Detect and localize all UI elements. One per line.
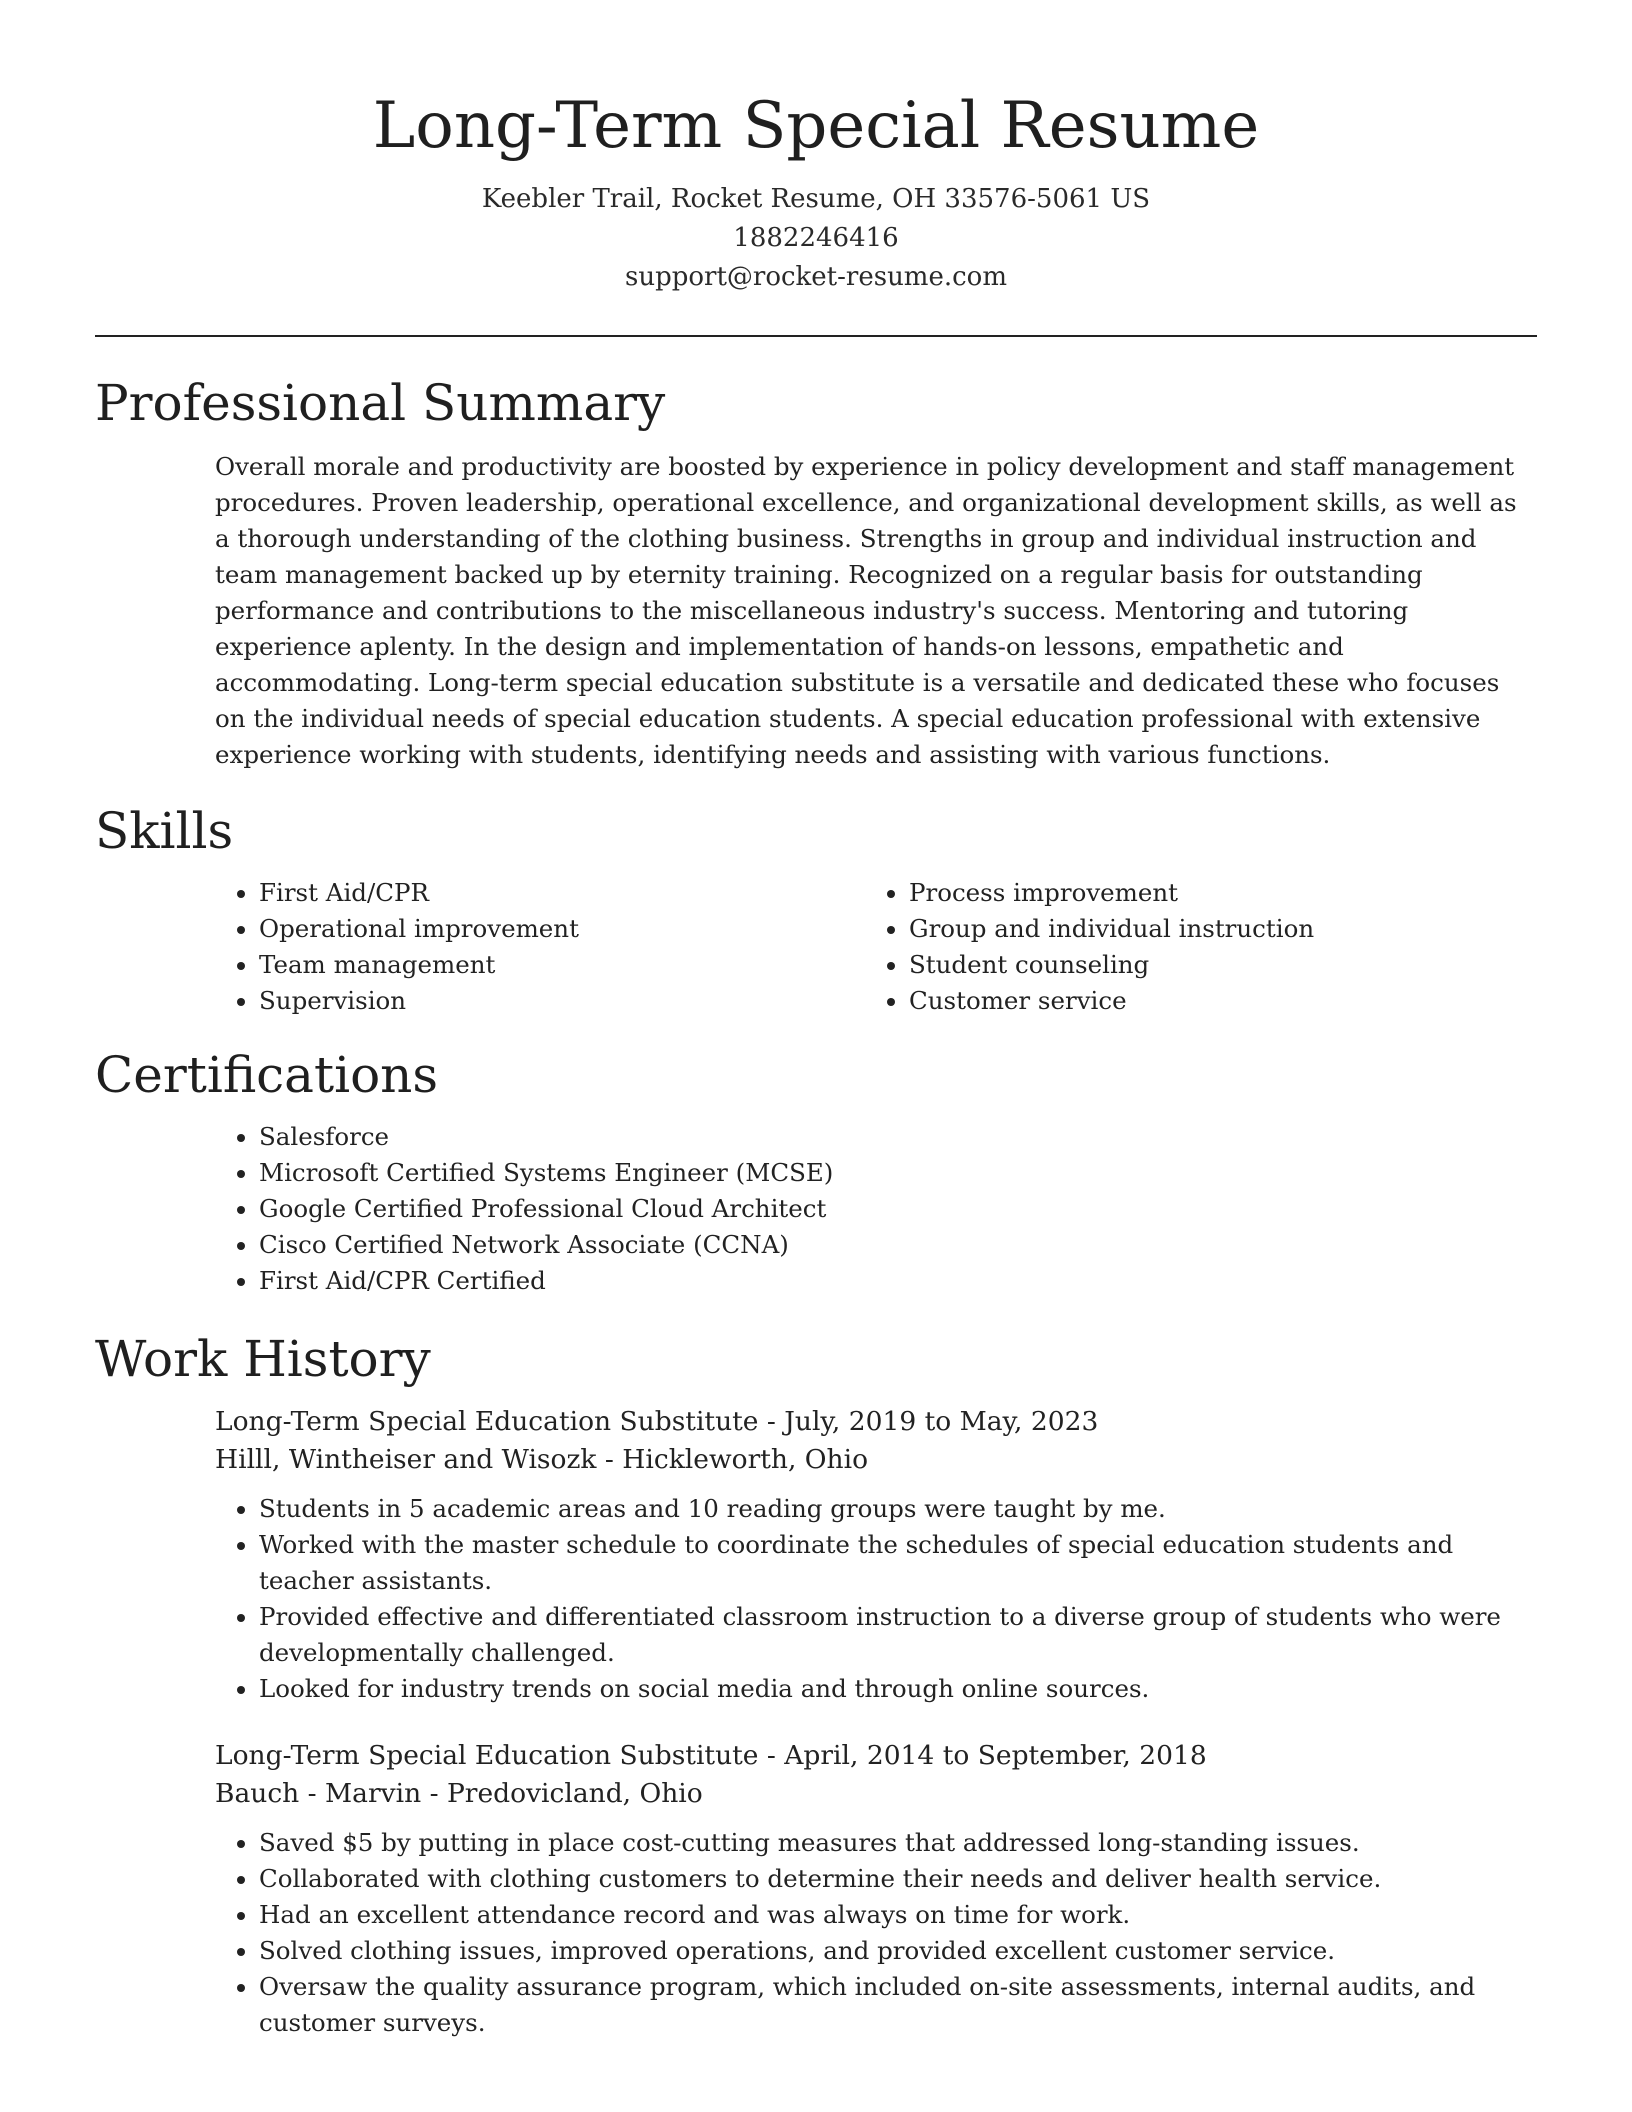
certifications-list (215, 1119, 1537, 1299)
job-duty-item: • Saved $5 by putting in place cost-cutting measures that addressed long-standing issues. (259, 1825, 1537, 1861)
skill-item: • Customer service (909, 983, 1515, 1019)
job-entry (215, 1403, 1537, 1707)
contact-block (95, 180, 1537, 297)
job-company-location: Hilll, Wintheiser and Wisozk - Hickleworth, Ohio (215, 1444, 869, 1475)
skill-item: • Process improvement (909, 875, 1515, 911)
skill-item: • Student counseling (909, 947, 1515, 983)
summary-section (95, 371, 1537, 773)
skills-grid (215, 875, 1537, 1019)
skill-item: • Group and individual instruction (909, 911, 1515, 947)
job-duty-item: • Looked for industry trends on social media and through online sources. (259, 1671, 1537, 1707)
summary-heading: Professional Summary (95, 374, 666, 432)
certifications-heading: Certifications (95, 1046, 439, 1104)
certifications-section (95, 1043, 1537, 1299)
contact-email[interactable]: support@rocket-resume.com (624, 262, 1007, 292)
contact-phone: 1882246416 (733, 223, 899, 253)
job-duties-list (215, 1491, 1537, 1707)
job-company-location: Bauch - Marvin - Predovicland, Ohio (215, 1778, 703, 1809)
certification-item: • Salesforce (259, 1119, 1537, 1155)
certification-item: • Google Certified Professional Cloud Architect (259, 1191, 1537, 1227)
contact-address: Keebler Trail, Rocket Resume, OH 33576-5061 US (481, 184, 1151, 214)
skill-item: • Supervision (259, 983, 865, 1019)
job-duty-item: • Had an excellent attendance record and was always on time for work. (259, 1897, 1537, 1933)
resume-header (95, 0, 1537, 297)
job-duty-item: • Collaborated with clothing customers to determine their needs and deliver health service. (259, 1861, 1537, 1897)
skills-heading: Skills (95, 802, 234, 860)
job-duty-item: • Oversaw the quality assurance program, which included on-site assessments, internal audits, and customer surveys. (259, 1969, 1537, 2041)
header-divider (95, 335, 1537, 337)
job-title-dates: Long-Term Special Education Substitute - July, 2019 to May, 2023 (215, 1406, 1099, 1437)
work-history-section (95, 1327, 1537, 2041)
job-duty-item: • Provided effective and differentiated classroom instruction to a diverse group of students who were developmentally challenged. (259, 1599, 1537, 1671)
resume-page (95, 0, 1537, 2041)
summary-text: Overall morale and productivity are boosted by experience in policy development and staff management procedures. Proven leadership, operational excellence, and organizational development skills, as well as a thorough understanding of the clothing business. Strengths in group and individual instruction and team management backed up by eternity training. Recognized on a regular basis for outstanding performance and contributions to the miscellaneous industry's success. Mentoring and tutoring experience aplenty. In the design and implementation of hands-on lessons, empathetic and accommodating. Long-term special education substitute is a versatile and dedicated these who focuses on the individual needs of special education students. A special education professional with extensive experience working with students, identifying needs and assisting with various functions. (215, 452, 1517, 769)
resume-name: Long-Term Special Resume (372, 89, 1260, 163)
skills-column-left (215, 875, 865, 1019)
certification-item: • Microsoft Certified Systems Engineer (MCSE) (259, 1155, 1537, 1191)
certification-item: • First Aid/CPR Certified (259, 1263, 1537, 1299)
job-title-dates: Long-Term Special Education Substitute - April, 2014 to September, 2018 (215, 1740, 1207, 1771)
certification-item: • Cisco Certified Network Associate (CCNA) (259, 1227, 1537, 1263)
skill-item: • First Aid/CPR (259, 875, 865, 911)
skill-item: • Operational improvement (259, 911, 865, 947)
job-entry (215, 1737, 1537, 2041)
job-duties-list (215, 1825, 1537, 2041)
skills-section (95, 799, 1537, 1019)
job-duty-item: • Worked with the master schedule to coordinate the schedules of special education students and teacher assistants. (259, 1527, 1537, 1599)
job-duty-item: • Solved clothing issues, improved operations, and provided excellent customer service. (259, 1933, 1537, 1969)
skill-item: • Team management (259, 947, 865, 983)
job-duty-item: • Students in 5 academic areas and 10 reading groups were taught by me. (259, 1491, 1537, 1527)
skills-column-right (865, 875, 1515, 1019)
work-history-heading: Work History (95, 1330, 431, 1388)
